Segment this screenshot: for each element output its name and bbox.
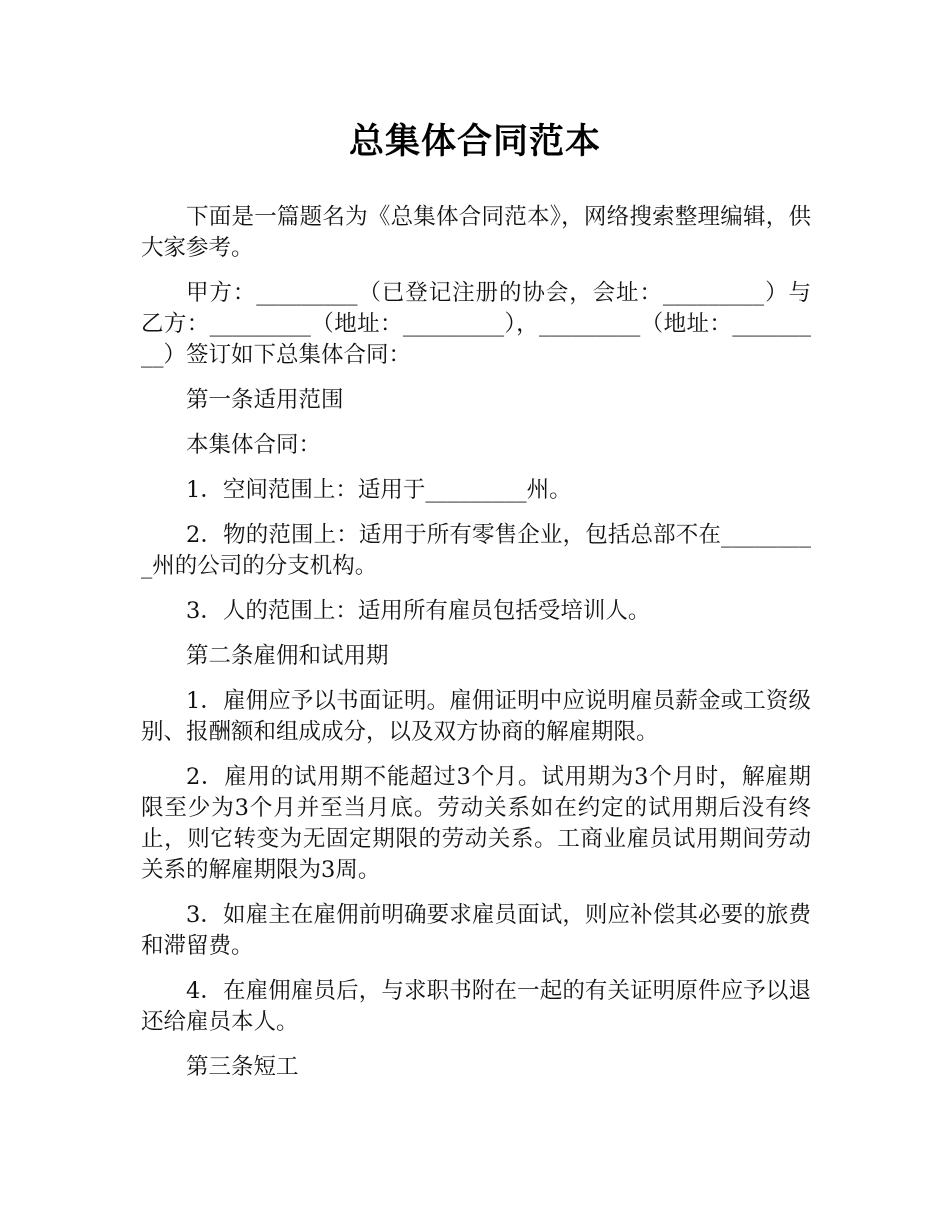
employment-item-3: 3．如雇主在雇佣前明确要求雇员面试，则应补偿其必要的旅费和滞留费。 bbox=[141, 902, 811, 959]
scope-item-1: 1．空间范围上：适用于_________州。 bbox=[186, 477, 572, 503]
scope-intro-paragraph: 本集体合同： bbox=[186, 432, 322, 458]
section-heading-short-term: 第三条短工 bbox=[186, 1054, 299, 1080]
employment-item-2: 2．雇用的试用期不能超过3个月。试用期为3个月时，解雇期限至少为3个月并至当月底。劳动关系如在约定的试用期后没有终止，则它转变为无固定期限的劳动关系。工商业雇员试用期间劳动关系的解雇期限为3周。 bbox=[141, 764, 811, 883]
section-heading-scope: 第一条适用范围 bbox=[186, 387, 344, 413]
employment-item-4: 4．在雇佣雇员后，与求职书附在一起的有关证明原件应予以退还给雇员本人。 bbox=[141, 978, 811, 1035]
scope-item-3: 3．人的范围上：适用所有雇员包括受培训人。 bbox=[186, 598, 651, 624]
document-body bbox=[141, 202, 811, 1097]
section-heading-employment: 第二条雇佣和试用期 bbox=[186, 643, 389, 669]
employment-item-1: 1．雇佣应予以书面证明。雇佣证明中应说明雇员薪金或工资级别、报酬额和组成成分，以及双方协商的解雇期限。 bbox=[141, 688, 811, 745]
intro-paragraph: 下面是一篇题名为《总集体合同范本》，网络搜索整理编辑，供大家参考。 bbox=[141, 204, 811, 261]
document-title: 总集体合同范本 bbox=[348, 122, 601, 162]
parties-paragraph: 甲方：_________（已登记注册的协会，会址：_________）与乙方：_________（地址：_________），_________（地址：_________）签订如下总集体合同： bbox=[141, 280, 811, 368]
scope-item-2: 2．物的范围上：适用于所有零售企业，包括总部不在_________州的公司的分支机构。 bbox=[141, 522, 811, 579]
